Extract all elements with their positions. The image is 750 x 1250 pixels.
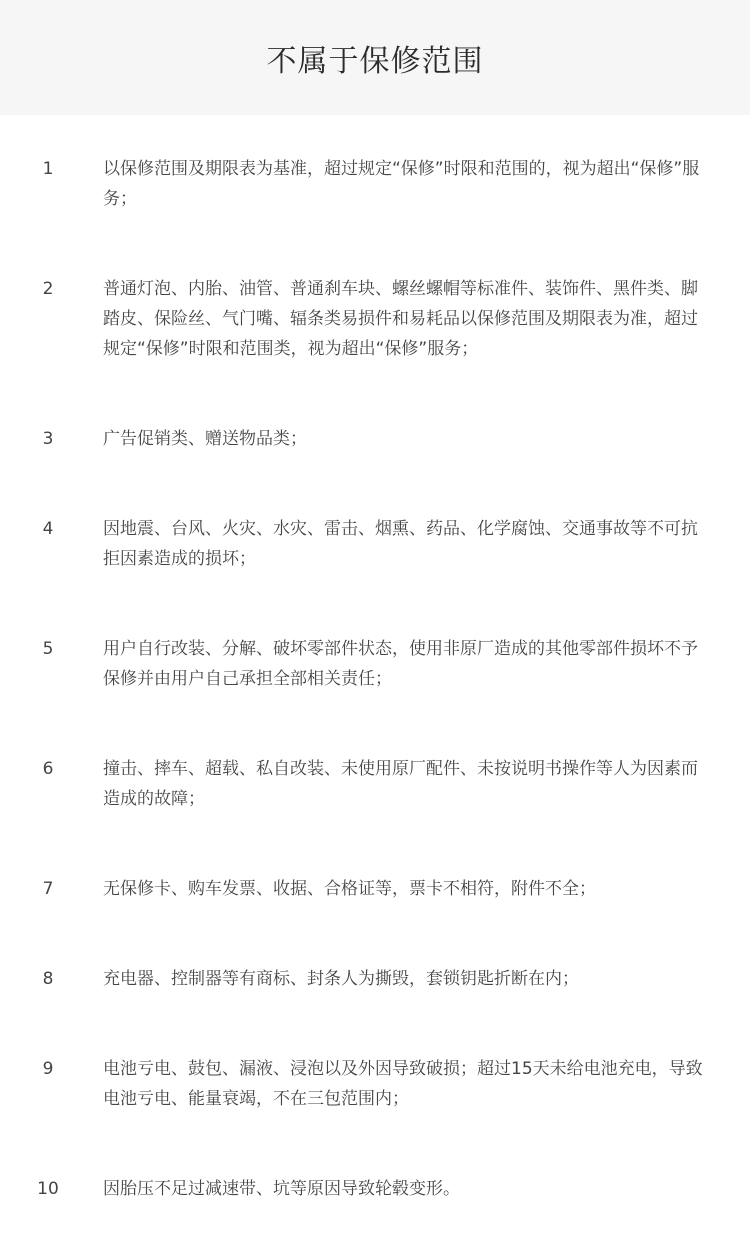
item-text: 广告促销类、赠送物品类； — [103, 429, 307, 449]
item-text: 电池亏电、鼓包、漏液、浸泡以及外因导致破损；超过15天未给电池充电，导致电池亏电、能量衰竭，不在三包范围内； — [103, 1059, 703, 1109]
item-number: 5 — [42, 639, 54, 659]
item-number: 2 — [42, 279, 54, 299]
page-title: 不属于保修范围 — [266, 43, 484, 79]
item-text: 因地震、台风、火灾、水灾、雷击、烟熏、药品、化学腐蚀、交通事故等不可抗拒因素造成的损坏； — [103, 519, 698, 569]
item-text: 因胎压不足过减速带、坑等原因导致轮毂变形。 — [103, 1179, 460, 1199]
item-number: 9 — [42, 1059, 54, 1079]
item-number: 8 — [42, 969, 54, 989]
item-text: 充电器、控制器等有商标、封条人为撕毁，套锁钥匙折断在内； — [103, 969, 579, 989]
item-number: 10 — [37, 1179, 59, 1199]
item-text: 普通灯泡、内胎、油管、普通刹车块、螺丝螺帽等标准件、装饰件、黑件类、脚踏皮、保险丝、气门嘴、辐条类易损件和易耗品以保修范围及期限表为准，超过规定“保修”时限和范围类，视为超出“保修”服务； — [103, 279, 698, 359]
item-text: 撞击、摔车、超载、私自改装、未使用原厂配件、未按说明书操作等人为因素而造成的故障； — [103, 759, 698, 809]
item-number: 3 — [42, 429, 54, 449]
item-text: 以保修范围及期限表为基准，超过规定“保修”时限和范围的，视为超出“保修”服务； — [103, 159, 700, 209]
item-number: 7 — [42, 879, 54, 899]
item-number: 6 — [42, 759, 54, 779]
page-header — [0, 0, 750, 115]
item-text: 无保修卡、购车发票、收据、合格证等，票卡不相符，附件不全； — [103, 879, 596, 899]
item-text: 用户自行改装、分解、破坏零部件状态，使用非原厂造成的其他零部件损坏不予保修并由用户自己承担全部相关责任； — [103, 639, 698, 689]
item-number: 1 — [42, 159, 54, 179]
item-number: 4 — [42, 519, 54, 539]
